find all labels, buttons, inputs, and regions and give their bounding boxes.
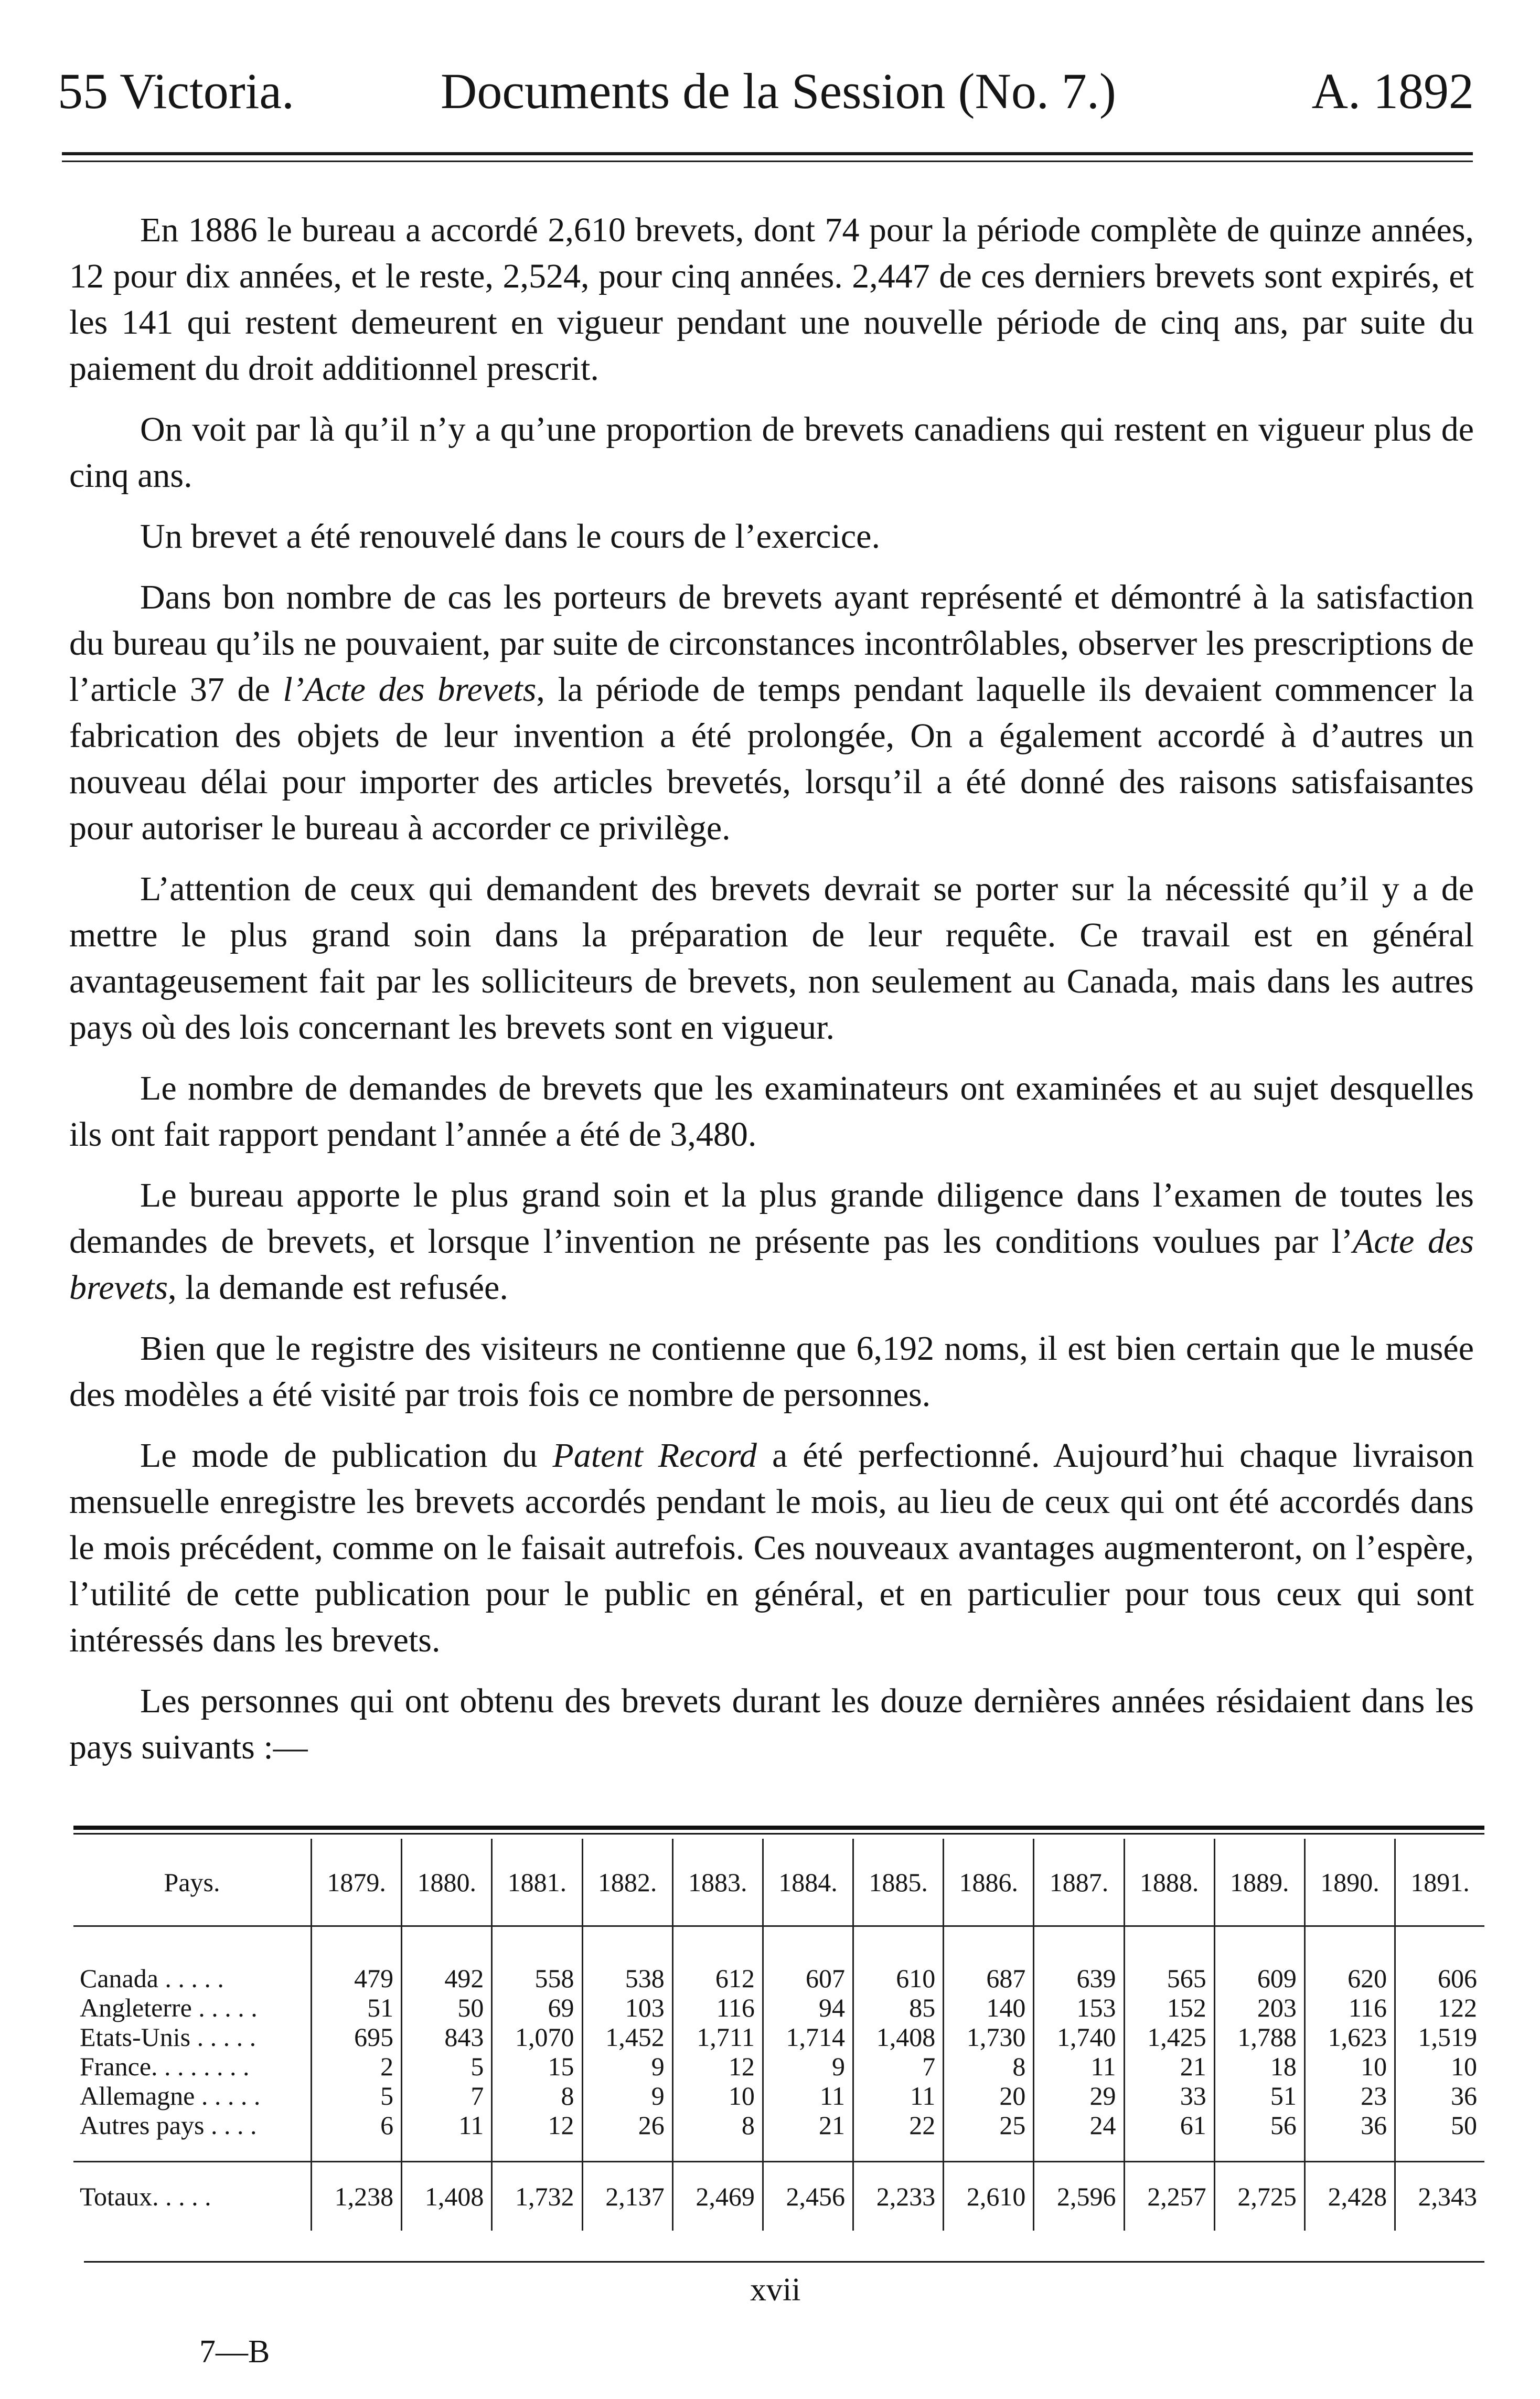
count-cell: 25 [944,2110,1034,2162]
col-header: 1887. [1034,1839,1124,1926]
total-cell: 2,725 [1214,2162,1304,2231]
count-cell: 94 [763,1993,853,2022]
col-header: 1879. [312,1839,402,1926]
text-run: a été perfectionné. Aujourd’hui chaque livraison mensuelle enregistre les brevets accordés pendant le mois, au lieu de ceux qui ont été accordés dans le mois précédent, comme on le faisait autrefois. Ces nouveaux avantages augmenteront, on l’espère, l’utilité de cette publication pour le public en général, et en particulier pour tous ceux qui sont intéressés dans les brevets. [69,1436,1474,1659]
country-cell: Canada . . . . . [80,1964,224,1993]
totals-row [73,2162,1484,2231]
paragraph [69,1172,1474,1311]
count-cell: 1,788 [1214,2022,1304,2052]
patents-by-country-table [73,1839,1484,2231]
count-cell: 10 [672,2081,763,2110]
count-cell: 18 [1214,2052,1304,2081]
count-cell: 479 [312,1926,402,1993]
count-cell: 116 [672,1993,763,2022]
country-cell: France. . . . . . . . [80,2052,250,2081]
count-cell: 203 [1214,1993,1304,2022]
paragraph: En 1886 le bureau a accordé 2,610 brevets, dont 74 pour la période complète de quinze années, 12 pour dix années, et le reste, 2,524, pour cinq années. 2,447 de ces derniers brevets sont expirés, et les 141 qui restent demeurent en vigueur pendant une nouvelle période de cinq ans, par suite du paiement du droit additionnel prescrit. [69,211,1474,388]
count-cell: 56 [1214,2110,1304,2162]
count-cell: 153 [1034,1993,1124,2022]
count-cell: 1,519 [1395,2022,1484,2052]
count-cell: 843 [402,2022,492,2052]
col-header: 1888. [1124,1839,1214,1926]
count-cell: 1,623 [1304,2022,1395,2052]
count-cell: 51 [312,1993,402,2022]
count-cell: 606 [1395,1926,1484,1993]
count-cell: 1,408 [853,2022,944,2052]
count-cell: 20 [944,2081,1034,2110]
count-cell: 612 [672,1926,763,1993]
count-cell: 8 [944,2052,1034,2081]
paragraph: Un brevet a été renouvelé dans le cours de l’exercice. [140,517,880,556]
count-cell: 10 [1304,2052,1395,2081]
total-cell: 2,257 [1124,2162,1214,2231]
count-cell: 492 [402,1926,492,1993]
paragraph: On voit par là qu’il n’y a qu’une proportion de brevets canadiens qui restent en vigueur plus de cinq ans. [69,410,1474,495]
paragraph: Les personnes qui ont obtenu des brevets durant les douze dernières années résidaient dans les pays suivants :— [69,1682,1474,1766]
count-cell: 2 [312,2052,402,2081]
count-cell: 1,714 [763,2022,853,2052]
text-run: Dans bon nombre de cas les porteurs de brevets ayant représenté et démontré à la satisfaction du bureau qu’ils ne pouvaient, par suite de circonstances incontrôlables, observer les prescriptions de l’article 37 de [69,578,1474,709]
count-cell: 23 [1304,2081,1395,2110]
col-header: 1883. [672,1839,763,1926]
count-cell: 50 [402,1993,492,2022]
table-row [73,1993,1484,2022]
paragraph: Le nombre de demandes de brevets que les examinateurs ont examinées et au sujet desquelles ils ont fait rapport pendant l’année a été de 3,480. [69,1069,1474,1154]
total-cell: 2,233 [853,2162,944,2231]
col-header: 1886. [944,1839,1034,1926]
count-cell: 687 [944,1926,1034,1993]
paragraph [69,1433,1474,1664]
count-cell: 620 [1304,1926,1395,1993]
count-cell: 116 [1304,1993,1395,2022]
count-cell: 7 [402,2081,492,2110]
text-run: , la période de temps pendant laquelle ils devaient commencer la fabrication des objets de leur invention a été prolongée, On a également accordé à d’autres un nouveau délai pour importer des articles brevetés, lorsqu’il a été donné des raisons satisfaisantes pour autoriser le bureau à accorder ce privilège. [69,670,1474,847]
count-cell: 24 [1034,2110,1124,2162]
col-header: 1891. [1395,1839,1484,1926]
count-cell: 6 [312,2110,402,2162]
table-top-rule-thin [73,1833,1484,1835]
header-session: 55 Victoria. [58,63,295,119]
col-header: 1889. [1214,1839,1304,1926]
count-cell: 558 [492,1926,582,1993]
total-cell: 1,732 [492,2162,582,2231]
table-row [73,2022,1484,2052]
total-cell: 1,238 [312,2162,402,2231]
count-cell: 565 [1124,1926,1214,1993]
text-run: , la demande est refusée. [168,1268,508,1307]
paragraph: L’attention de ceux qui demandent des brevets devrait se porter sur la nécessité qu’il y a de mettre le plus grand soin dans la préparation de leur requête. Ce travail est en général avantageusement fait par les solliciteurs de brevets, non seulement au Canada, mais dans les autres pays où des lois concernant les brevets sont en vigueur. [69,870,1474,1047]
table-body [73,1926,1484,2162]
count-cell: 36 [1304,2110,1395,2162]
count-cell: 152 [1124,1993,1214,2022]
count-cell: 1,070 [492,2022,582,2052]
count-cell: 1,711 [672,2022,763,2052]
col-header: 1884. [763,1839,853,1926]
total-cell: 2,137 [582,2162,672,2231]
count-cell: 12 [672,2052,763,2081]
count-cell: 103 [582,1993,672,2022]
count-cell: 12 [492,2110,582,2162]
count-cell: 36 [1395,2081,1484,2110]
count-cell: 1,452 [582,2022,672,2052]
publication-title: Patent Record [552,1436,757,1475]
count-cell: 11 [1034,2052,1124,2081]
header-rule [62,152,1473,155]
table-top-rule [73,1826,1484,1830]
count-cell: 1,425 [1124,2022,1214,2052]
count-cell: 15 [492,2052,582,2081]
country-cell: Angleterre . . . . . [80,1993,258,2022]
table-header-row [73,1839,1484,1926]
count-cell: 11 [763,2081,853,2110]
count-cell: 69 [492,1993,582,2022]
table-bottom-rule [84,2261,1484,2263]
count-cell: 639 [1034,1926,1124,1993]
body-text [69,207,1474,1785]
col-header: Pays. [73,1839,312,1926]
col-header: 1880. [402,1839,492,1926]
count-cell: 9 [763,2052,853,2081]
count-cell: 140 [944,1993,1034,2022]
total-cell: 2,610 [944,2162,1034,2231]
count-cell: 50 [1395,2110,1484,2162]
signature-mark: 7—B [199,2334,270,2370]
table-row [73,2081,1484,2110]
count-cell: 9 [582,2052,672,2081]
count-cell: 610 [853,1926,944,1993]
paragraph: Bien que le registre des visiteurs ne contienne que 6,192 noms, il est bien certain que le musée des modèles a été visité par trois fois ce nombre de personnes. [69,1329,1474,1414]
paragraph [69,574,1474,851]
count-cell: 8 [492,2081,582,2110]
act-title: l’Acte des brevets [283,670,537,709]
col-header: 1885. [853,1839,944,1926]
count-cell: 21 [763,2110,853,2162]
count-cell: 26 [582,2110,672,2162]
count-cell: 29 [1034,2081,1124,2110]
count-cell: 22 [853,2110,944,2162]
col-header: 1881. [492,1839,582,1926]
count-cell: 9 [582,2081,672,2110]
col-header: 1882. [582,1839,672,1926]
count-cell: 61 [1124,2110,1214,2162]
count-cell: 5 [402,2052,492,2081]
count-cell: 122 [1395,1993,1484,2022]
running-header [58,62,1474,120]
header-rule-thin [62,161,1473,162]
text-run: Le bureau apporte le plus grand soin et la plus grande diligence dans l’examen de toutes les demandes de brevets, et lorsque l’invention ne présente pas les conditions voulues par l’ [69,1176,1474,1261]
total-cell: 2,343 [1395,2162,1484,2231]
count-cell: 538 [582,1926,672,1993]
count-cell: 11 [402,2110,492,2162]
count-cell: 11 [853,2081,944,2110]
table-row [73,2110,1484,2162]
total-cell: 2,428 [1304,2162,1395,2231]
table-row [73,1926,1484,1993]
totals-label: Totaux. . . . . [73,2162,312,2231]
total-cell: 2,596 [1034,2162,1124,2231]
count-cell: 607 [763,1926,853,1993]
count-cell: 10 [1395,2052,1484,2081]
country-cell: Etats-Unis . . . . . [80,2022,256,2052]
count-cell: 5 [312,2081,402,2110]
count-cell: 609 [1214,1926,1304,1993]
country-cell: Autres pays . . . . [80,2110,257,2140]
header-title: Documents de la Session (No. 7.) [441,63,1116,119]
count-cell: 1,730 [944,2022,1034,2052]
page-number: xvii [750,2272,801,2308]
table-row [73,2052,1484,2081]
count-cell: 21 [1124,2052,1214,2081]
total-cell: 1,408 [402,2162,492,2231]
act-title: Acte des brevets [69,1222,1474,1307]
count-cell: 695 [312,2022,402,2052]
total-cell: 2,456 [763,2162,853,2231]
count-cell: 8 [672,2110,763,2162]
header-year: A. 1892 [1311,63,1474,119]
count-cell: 7 [853,2052,944,2081]
count-cell: 51 [1214,2081,1304,2110]
total-cell: 2,469 [672,2162,763,2231]
count-cell: 85 [853,1993,944,2022]
text-run: Le mode de publication du [140,1436,553,1475]
count-cell: 33 [1124,2081,1214,2110]
col-header: 1890. [1304,1839,1395,1926]
count-cell: 1,740 [1034,2022,1124,2052]
country-cell: Allemagne . . . . . [80,2081,261,2110]
